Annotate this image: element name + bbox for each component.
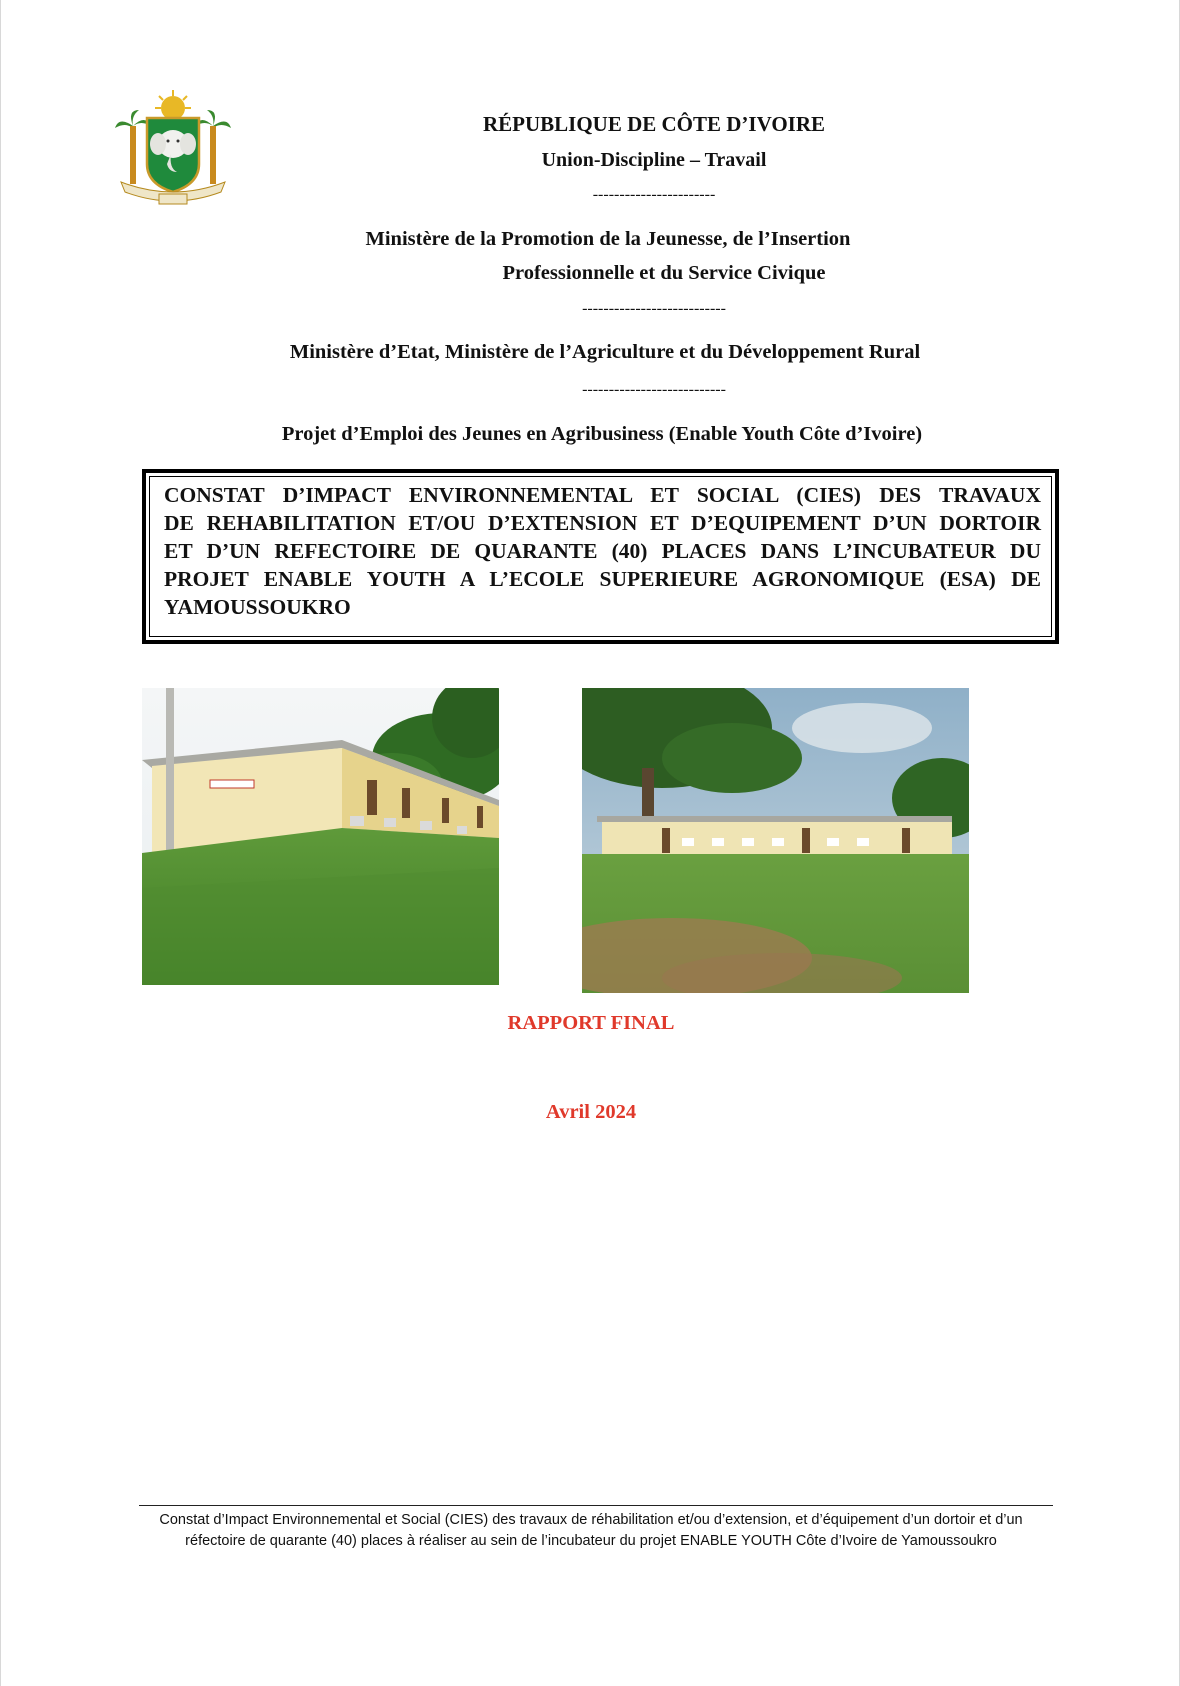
- separator-2: ---------------------------: [582, 300, 726, 317]
- title-line-5: YAMOUSSOUKRO: [164, 595, 351, 619]
- title-line-1: CONSTAT D’IMPACT ENVIRONNEMENTAL ET SOCIAL (CIES) DES TRAVAUX: [164, 483, 1041, 507]
- project-name: Projet d’Emploi des Jeunes en Agribusiness (Enable Youth Côte d’Ivoire): [281, 423, 923, 445]
- republic-name: RÉPUBLIQUE DE CÔTE D’IVOIRE: [482, 112, 826, 136]
- page-footer: [121, 1510, 1061, 1552]
- report-type: RAPPORT FINAL: [507, 1012, 675, 1034]
- national-motto: Union-Discipline – Travail: [541, 149, 767, 171]
- document-title-box: [142, 469, 1059, 644]
- footer-line-1: Constat d’Impact Environnemental et Social (CIES) des travaux de réhabilitation et/ou d’extension, et d’équipement d’un dortoir et d’un: [159, 1512, 1023, 1528]
- ministry-youth-line2: Professionnelle et du Service Civique: [502, 262, 826, 284]
- separator-3: ---------------------------: [582, 381, 726, 398]
- ministry-agriculture: Ministère d’Etat, Ministère de l’Agriculture et du Développement Rural: [289, 341, 921, 363]
- title-line-4: PROJET ENABLE YOUTH A L’ECOLE SUPERIEURE AGRONOMIQUE (ESA) DE: [164, 567, 1041, 591]
- title-line-3: ET D’UN REFECTOIRE DE QUARANTE (40) PLACES DANS L’INCUBATEUR DU: [164, 539, 1041, 563]
- footer-divider: [139, 1505, 1053, 1506]
- title-line-2: DE REHABILITATION ET/OU D’EXTENSION ET D’EQUIPEMENT D’UN DORTOIR: [164, 511, 1041, 535]
- footer-line-2: réfectoire de quarante (40) places à réaliser au sein de l’incubateur du projet ENABLE YOUTH Côte d’Ivoire de Yamoussoukro: [185, 1533, 997, 1549]
- separator-1: -----------------------: [592, 186, 716, 203]
- building-photo-left: [142, 688, 499, 985]
- building-photo-right: [582, 688, 969, 993]
- document-title: [149, 476, 1052, 637]
- ministry-youth-line1: Ministère de la Promotion de la Jeunesse, de l’Insertion: [365, 228, 851, 250]
- report-date: Avril 2024: [545, 1101, 637, 1123]
